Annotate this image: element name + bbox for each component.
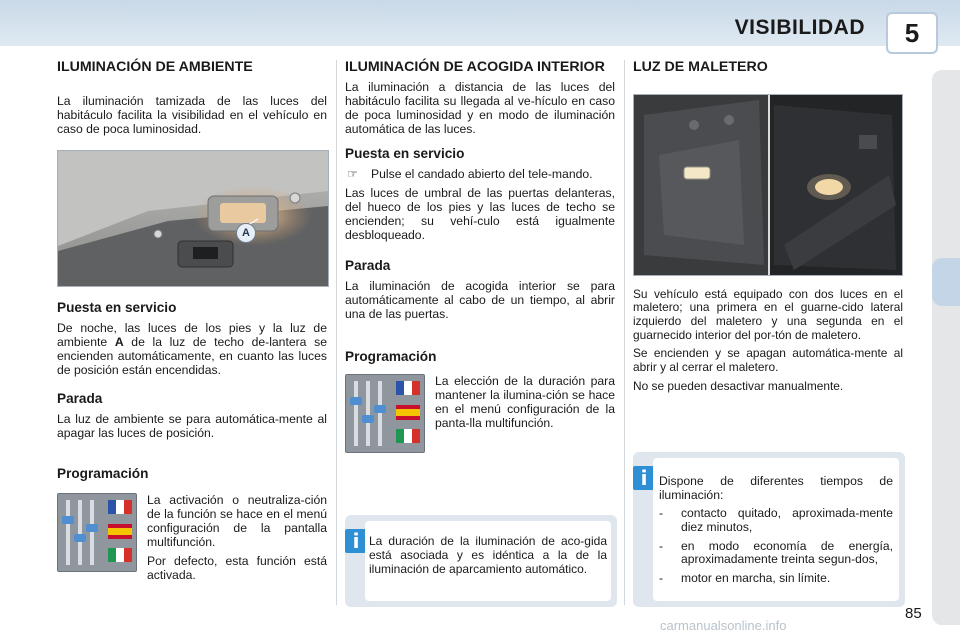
section-title: LUZ DE MALETERO <box>633 59 768 75</box>
dash-marker: - <box>659 571 664 586</box>
section-title: ILUMINACIÓN DE AMBIENTE <box>57 59 253 75</box>
action-bullet <box>345 167 615 181</box>
side-rail <box>932 70 960 625</box>
text-fragment: De noche, las luces de los pies y la luz de ambiente <box>57 320 327 349</box>
programming-row <box>345 374 615 453</box>
trunk-photo <box>633 94 903 276</box>
stop-text: La luz de ambiente se para automática-mente al apagar las luces de posición. <box>57 411 327 440</box>
callout-reference: A <box>114 334 124 349</box>
info-intro: Dispone de diferentes tiempos de iluminación: <box>659 474 893 503</box>
stop-text: La iluminación de acogida interior se para automáticamente al cabo de un tiempo, al abrir una de las puertas. <box>345 278 615 321</box>
page-number: 85 <box>905 605 922 622</box>
programming-text <box>435 374 615 435</box>
info-list-text: motor en marcha, sin límite. <box>681 571 831 586</box>
subsection-title: Puesta en servicio <box>345 145 465 161</box>
info-box-content <box>365 521 611 601</box>
programming-paragraph: Por defecto, esta función está activada. <box>147 554 327 583</box>
trunk-description: No se pueden desactivar manualmente. <box>633 378 844 393</box>
column-welcome-lighting <box>345 60 615 453</box>
text-fragment: de la luz de techo de-lantera se encienden automáticamente, en cuanto las luces de posición están encendidas. <box>57 334 327 377</box>
chapter-tab: 5 <box>888 14 936 52</box>
info-box <box>345 515 617 607</box>
info-icon: i <box>345 529 367 553</box>
info-list-text: contacto quitado, aproximada-mente diez minutos, <box>681 506 893 534</box>
watermark: carmanualsonline.info <box>660 618 787 633</box>
intro-text: La iluminación tamizada de las luces del habitáculo facilita la visibilidad en el vehículo en caso de poca luminosidad. <box>57 93 327 136</box>
info-icon: i <box>633 466 655 490</box>
column-divider <box>336 60 337 605</box>
section-title: ILUMINACIÓN DE ACOGIDA INTERIOR <box>345 59 605 75</box>
subsection-title: Puesta en servicio <box>57 299 177 315</box>
side-rail-active-marker <box>932 258 960 306</box>
info-box <box>633 452 905 607</box>
column-ambient-lighting <box>57 60 327 587</box>
column-divider <box>624 60 625 605</box>
dash-marker: - <box>659 506 664 521</box>
bullet-text: Pulse el candado abierto del tele-mando. <box>371 166 593 181</box>
activation-text: Las luces de umbral de las puertas delanteras, del hueco de los pies y las luces de techo se encienden; su vehí-culo está igualmente desbloqueado. <box>345 185 615 242</box>
subsection-title: Programación <box>57 465 149 481</box>
trunk-description: Se encienden y se apagan automática-mente al abrir y al cerrar el maletero. <box>633 346 903 375</box>
callout-a-marker: A <box>236 223 256 243</box>
pointing-hand-icon: ☞ <box>347 166 358 181</box>
dash-marker: - <box>659 538 664 553</box>
page-title: VISIBILIDAD <box>734 16 865 39</box>
intro-text: La iluminación a distancia de las luces del habitáculo facilita su llegada al ve-hículo en caso de poca luminosidad y en modo de iluminación automática de las luces. <box>345 79 615 136</box>
programming-paragraph: La activación o neutraliza-ción de la función se hace en el menú configuración de la pantalla multifunción. <box>147 492 327 549</box>
programming-text <box>147 493 327 587</box>
multifunction-settings-icon <box>345 374 425 453</box>
programming-row <box>57 493 327 587</box>
column-trunk-light <box>633 60 903 398</box>
trunk-light-illustration <box>634 95 902 275</box>
info-box-content <box>653 458 899 601</box>
subsection-title: Parada <box>345 257 391 273</box>
info-text: La duración de la iluminación de aco-gida está asociada y es idéntica a la de la iluminación de aparcamiento automático. <box>369 534 607 576</box>
info-list-text: en modo economía de energía, aproximadamente treinta segun-dos, <box>681 538 893 567</box>
subsection-title: Parada <box>57 390 103 406</box>
trunk-description: Su vehículo está equipado con dos luces en el maletero; una primera en el guarne-cido lateral izquierdo del maletero y una segunda en el guarnecido interior del por-tón de maletero. <box>633 286 903 342</box>
info-list-item <box>659 540 893 568</box>
subsection-title: Programación <box>345 348 437 364</box>
info-list-item <box>659 507 893 535</box>
multifunction-settings-icon <box>57 493 137 572</box>
activation-text <box>57 321 327 377</box>
info-list-item <box>659 572 893 586</box>
programming-paragraph: La elección de la duración para mantener la ilumina-ción se hace en el menú configuración de la panta-lla multifunción. <box>435 373 615 431</box>
ceiling-light-photo <box>57 150 329 287</box>
ceiling-light-illustration <box>58 151 328 286</box>
